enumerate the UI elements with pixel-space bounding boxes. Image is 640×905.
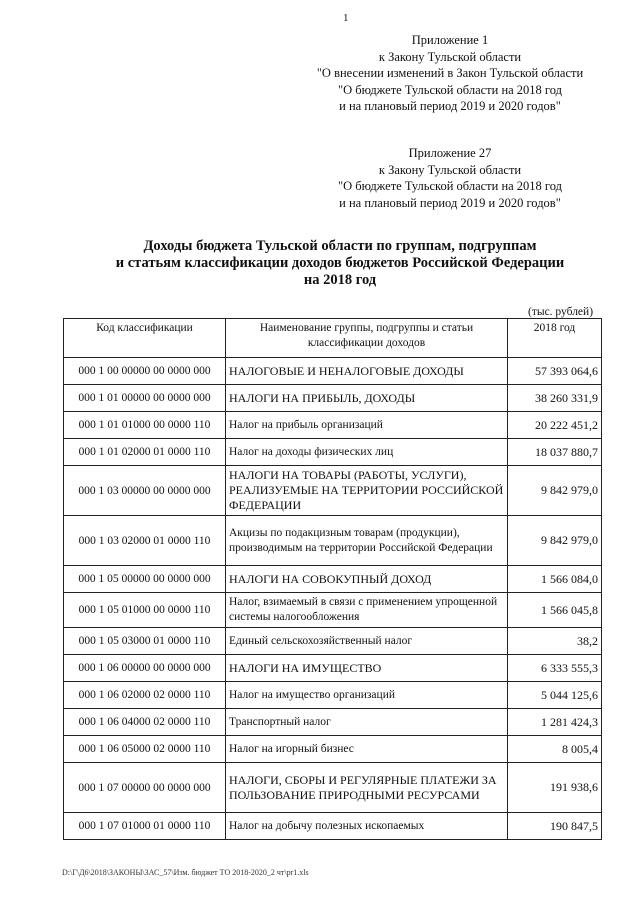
appendix-1-line: Приложение 1 xyxy=(411,33,489,47)
row-code: 000 1 03 00000 00 0000 000 xyxy=(64,466,226,516)
row-name: Единый сельскохозяйственный налог xyxy=(226,628,508,655)
page-number: 1 xyxy=(343,12,349,24)
row-code: 000 1 06 05000 02 0000 110 xyxy=(64,736,226,763)
table-row xyxy=(64,763,602,813)
appendix-27-line: "О бюджете Тульской области на 2018 год xyxy=(338,179,562,193)
appendix-1-line: к Закону Тульской области xyxy=(378,49,522,64)
table-row xyxy=(64,466,602,516)
row-code: 000 1 05 01000 00 0000 110 xyxy=(64,593,226,628)
row-amount: 191 938,6 xyxy=(508,763,602,813)
row-amount: 57 393 064,6 xyxy=(508,358,602,385)
row-name: НАЛОГИ НА ТОВАРЫ (РАБОТЫ, УСЛУГИ), РЕАЛИЗУЕМЫЕ НА ТЕРРИТОРИИ РОССИЙСКОЙ ФЕДЕРАЦИИ xyxy=(226,466,508,516)
row-amount: 20 222 451,2 xyxy=(508,412,602,439)
header-code: Код классификации xyxy=(64,319,226,358)
row-code: 000 1 07 00000 00 0000 000 xyxy=(64,763,226,813)
row-amount: 8 005,4 xyxy=(508,736,602,763)
row-amount: 190 847,5 xyxy=(508,813,602,840)
appendix-27-line: Приложение 27 xyxy=(408,146,492,160)
row-code: 000 1 06 02000 02 0000 110 xyxy=(64,682,226,709)
table-row xyxy=(64,709,602,736)
row-code: 000 1 03 02000 01 0000 110 xyxy=(64,516,226,566)
row-name: Налог на игорный бизнес xyxy=(226,736,508,763)
row-name: Акцизы по подакцизным товарам (продукции), производимым на территории Российской Федерации xyxy=(226,516,508,566)
table-row xyxy=(64,385,602,412)
table-row xyxy=(64,516,602,566)
row-amount: 9 842 979,0 xyxy=(508,466,602,516)
appendix-27-line: к Закону Тульской области xyxy=(378,162,522,177)
row-name: НАЛОГОВЫЕ И НЕНАЛОГОВЫЕ ДОХОДЫ xyxy=(226,358,508,385)
title-line: на 2018 год xyxy=(303,272,377,288)
table-row xyxy=(64,628,602,655)
row-name: Транспортный налог xyxy=(226,709,508,736)
row-code: 000 1 07 01000 01 0000 110 xyxy=(64,813,226,840)
row-code: 000 1 01 01000 00 0000 110 xyxy=(64,412,226,439)
row-amount: 1 566 045,8 xyxy=(508,593,602,628)
row-amount: 5 044 125,6 xyxy=(508,682,602,709)
row-name: Налог на добычу полезных ископаемых xyxy=(226,813,508,840)
row-name: НАЛОГИ НА СОВОКУПНЫЙ ДОХОД xyxy=(226,566,508,593)
row-name: НАЛОГИ НА ИМУЩЕСТВО xyxy=(226,655,508,682)
row-amount: 38 260 331,9 xyxy=(508,385,602,412)
appendix-27-header xyxy=(300,145,600,211)
table-row xyxy=(64,412,602,439)
row-code: 000 1 00 00000 00 0000 000 xyxy=(64,358,226,385)
row-code: 000 1 05 03000 01 0000 110 xyxy=(64,628,226,655)
row-amount: 38,2 xyxy=(508,628,602,655)
row-name: Налог на имущество организаций xyxy=(226,682,508,709)
row-name: НАЛОГИ, СБОРЫ И РЕГУЛЯРНЫЕ ПЛАТЕЖИ ЗА ПОЛЬЗОВАНИЕ ПРИРОДНЫМИ РЕСУРСАМИ xyxy=(226,763,508,813)
row-code: 000 1 05 00000 00 0000 000 xyxy=(64,566,226,593)
title-line: и статьям классификации доходов бюджетов Российской Федерации xyxy=(115,255,565,271)
table-row xyxy=(64,655,602,682)
table-row xyxy=(64,682,602,709)
row-name: Налог на прибыль организаций xyxy=(226,412,508,439)
appendix-1-line: "О внесении изменений в Закон Тульской области xyxy=(316,66,584,80)
row-code: 000 1 01 02000 01 0000 110 xyxy=(64,439,226,466)
row-code: 000 1 06 04000 02 0000 110 xyxy=(64,709,226,736)
document-title xyxy=(60,238,620,289)
title-line: Доходы бюджета Тульской области по группам, подгруппам xyxy=(143,238,537,254)
row-code: 000 1 06 00000 00 0000 000 xyxy=(64,655,226,682)
table-row xyxy=(64,358,602,385)
row-amount: 6 333 555,3 xyxy=(508,655,602,682)
row-name: Налог, взимаемый в связи с применением упрощенной системы налогообложения xyxy=(226,593,508,628)
units-label: (тыс. рублей) xyxy=(528,306,594,318)
row-amount: 1 281 424,3 xyxy=(508,709,602,736)
appendix-1-line: "О бюджете Тульской области на 2018 год xyxy=(338,82,562,97)
file-path-footer: D:\Г\Д6\2018\ЗАКОНЫ\ЗАС_57\Изм. бюджет ТО 2018-2020_2 чт\pr1.xls xyxy=(62,868,309,877)
table-row xyxy=(64,439,602,466)
row-code: 000 1 01 00000 00 0000 000 xyxy=(64,385,226,412)
header-name: Наименование группы, подгруппы и статьи классификации доходов xyxy=(226,319,508,358)
row-amount: 18 037 880,7 xyxy=(508,439,602,466)
appendix-1-line: и на плановый период 2019 и 2020 годов" xyxy=(339,99,561,113)
row-name: Налог на доходы физических лиц xyxy=(226,439,508,466)
row-amount: 1 566 084,0 xyxy=(508,566,602,593)
table-header-row xyxy=(64,319,602,358)
table-row xyxy=(64,566,602,593)
row-name: НАЛОГИ НА ПРИБЫЛЬ, ДОХОДЫ xyxy=(226,385,508,412)
table-row xyxy=(64,736,602,763)
table-row xyxy=(64,813,602,840)
appendix-27-line: и на плановый период 2019 и 2020 годов" xyxy=(339,195,561,210)
row-amount: 9 842 979,0 xyxy=(508,516,602,566)
header-amount: 2018 год xyxy=(508,319,602,358)
table-row xyxy=(64,593,602,628)
revenue-table xyxy=(63,318,602,840)
appendix-1-header xyxy=(290,32,610,115)
